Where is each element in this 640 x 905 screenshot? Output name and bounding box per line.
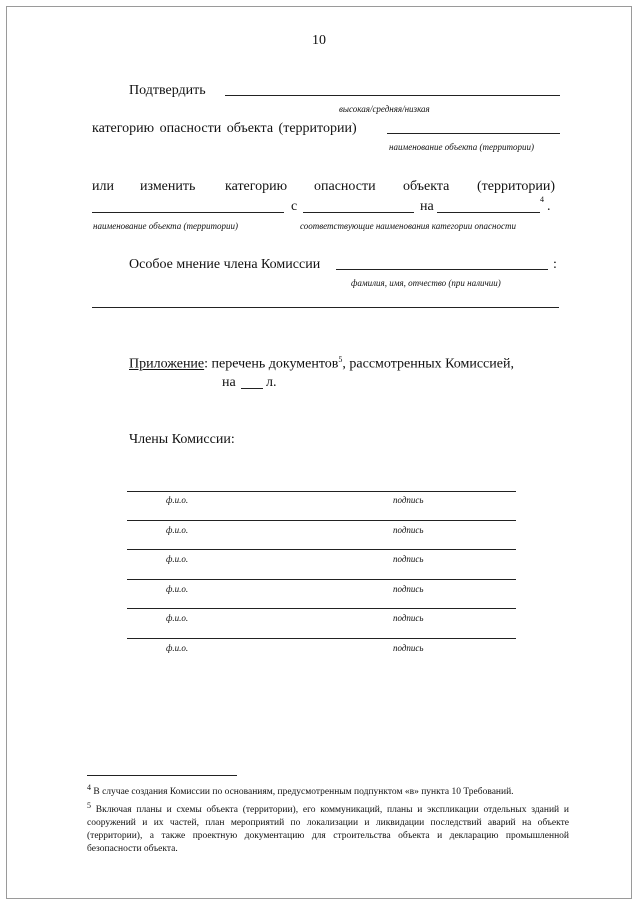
fio-label: ф.и.о.	[166, 554, 189, 564]
signature-line	[127, 491, 516, 492]
appendix-pages-line	[241, 388, 263, 389]
change-word-4: опасности	[314, 179, 376, 194]
signature-label: подпись	[393, 554, 424, 564]
signature-label: подпись	[393, 495, 424, 505]
object-hint: наименование объекта (территории)	[389, 142, 535, 152]
confirm-label: Подтвердить	[129, 83, 206, 98]
signature-line	[127, 608, 516, 609]
footnote-mark-5: 5	[338, 355, 343, 364]
category-text: категорию опасности объекта (территории)	[92, 121, 357, 136]
members-title: Члены Комиссии:	[129, 432, 235, 447]
change-to-line	[437, 212, 540, 213]
signature-label: подпись	[393, 613, 424, 623]
change-word-1: или	[92, 179, 114, 194]
page-border	[6, 6, 632, 899]
footnote-4-mark: 4	[87, 783, 91, 792]
dissent-line-2	[92, 307, 559, 308]
signature-label: подпись	[393, 584, 424, 594]
appendix-line-1	[129, 355, 514, 373]
object-blank-line	[387, 133, 560, 134]
dissent-label: Особое мнение члена Комиссии	[129, 257, 321, 272]
fio-label: ф.и.о.	[166, 584, 189, 594]
change-word-2: изменить	[140, 179, 196, 194]
fio-label: ф.и.о.	[166, 525, 189, 535]
appendix-text-2: , рассмотренных Комиссией,	[342, 356, 514, 372]
footnote-mark-4: 4	[540, 195, 544, 204]
signature-line	[127, 638, 516, 639]
dissent-hint: фамилия, имя, отчество (при наличии)	[351, 278, 501, 288]
change-from: с	[291, 199, 298, 214]
change-word-6: (территории)	[477, 179, 556, 194]
change-from-line	[303, 212, 414, 213]
footnote-4	[87, 781, 569, 799]
fio-label: ф.и.о.	[166, 613, 189, 623]
appendix-label: Приложение	[129, 356, 205, 372]
change-word-5: объекта	[403, 179, 450, 194]
change-to: на	[420, 199, 434, 214]
signature-label: подпись	[393, 643, 424, 653]
change-object-line	[92, 212, 284, 213]
appendix-line-2-suffix: л.	[266, 375, 277, 390]
signature-line	[127, 579, 516, 580]
confirm-blank-line	[225, 95, 560, 96]
page-number: 10	[312, 33, 326, 48]
dissent-blank-line	[336, 269, 548, 270]
appendix-text-1: : перечень документов	[204, 356, 339, 372]
footnote-4-text: В случае создания Комиссии по основаниям, предусмотренным подпунктом «в» пункта 10 Требований.	[93, 787, 514, 798]
fio-label: ф.и.о.	[166, 495, 189, 505]
fio-label: ф.и.о.	[166, 643, 189, 653]
confirm-hint: высокая/средняя/низкая	[339, 104, 430, 114]
change-word-3: категорию	[225, 179, 288, 194]
footnote-5-text: Включая планы и схемы объекта (территории), его коммуникаций, планы и экспликации отдельных зданий и сооружений и их частей, план мероприятий по локализации и ликвидации последствий аварий на объекте (территории), а также проектную документацию для строительства объекта и декларацию промышленной безопасности объекта.	[87, 805, 569, 855]
footnote-5	[87, 799, 569, 856]
signature-line	[127, 549, 516, 550]
dissent-colon: :	[553, 257, 557, 272]
appendix-line-2-prefix: на	[222, 375, 236, 390]
change-period: .	[547, 199, 551, 214]
signature-line	[127, 520, 516, 521]
footnotes	[87, 781, 569, 856]
change-hint-category: соответствующие наименования категории опасности	[300, 221, 516, 231]
footnote-separator	[87, 775, 237, 776]
change-hint-object: наименование объекта (территории)	[93, 221, 239, 231]
footnote-5-mark: 5	[87, 801, 91, 811]
signature-label: подпись	[393, 525, 424, 535]
